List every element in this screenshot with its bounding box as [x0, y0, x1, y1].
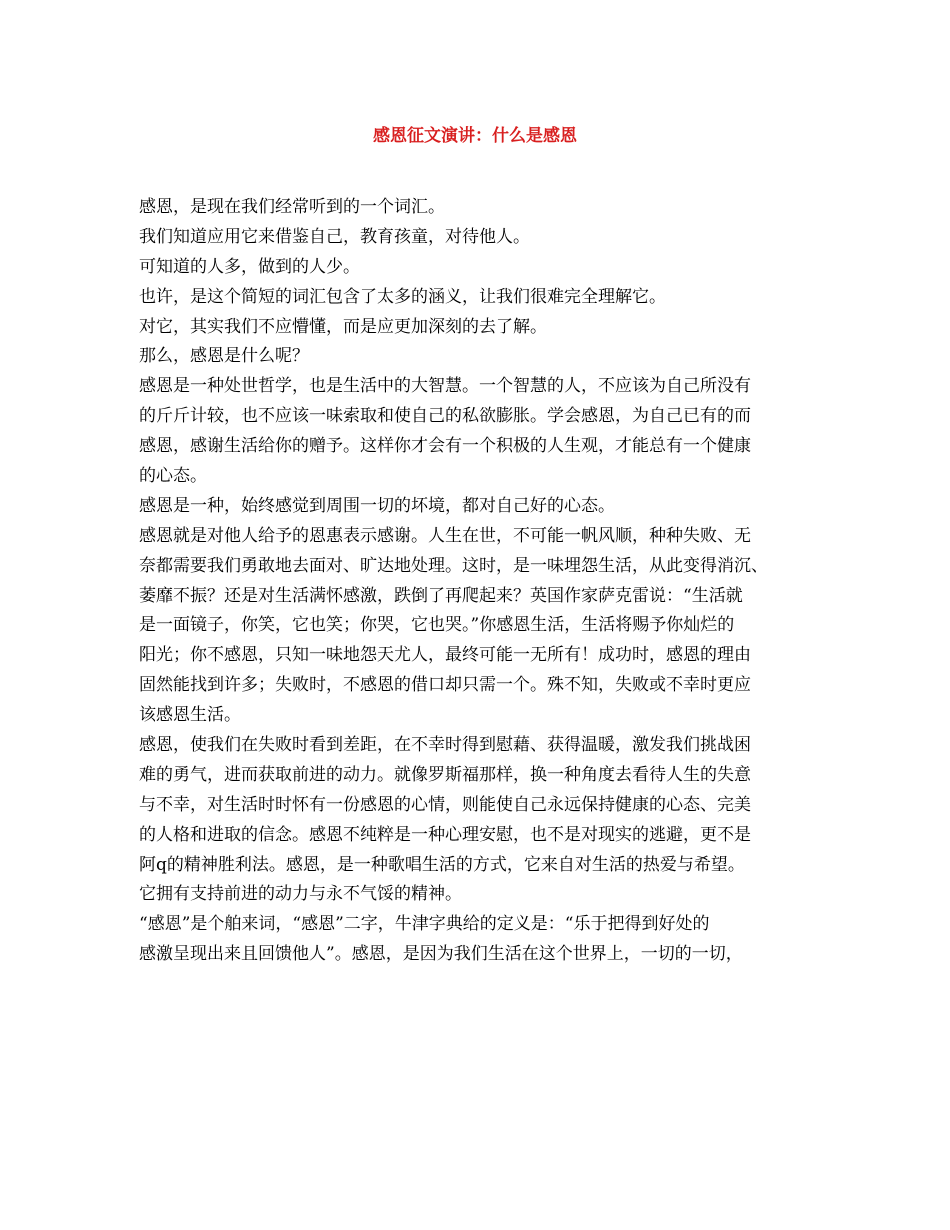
body-line: 感恩，使我们在失败时看到差距，在不幸时得到慰藉、获得温暖，激发我们挑战困 — [139, 735, 751, 756]
body-line: 感恩是一种，始终感觉到周围一切的坏境，都对自己好的心态。 — [139, 495, 615, 516]
body-line: 阿q的精神胜利法。感恩，是一种歌唱生活的方式，它来自对生活的热爱与希望。 — [139, 854, 745, 875]
body-line: 的斤斤计较，也不应该一味索取和使自己的私欲膨胀。学会感恩，为自己已有的而 — [139, 406, 751, 427]
body-line: 我们知道应用它来借鉴自己，教育孩童，对待他人。 — [139, 226, 530, 247]
body-line: 难的勇气，进而获取前进的动力。就像罗斯福那样，换一种角度去看待人生的失意 — [139, 764, 751, 785]
body-line: 阳光；你不感恩，只知一味地怨天尤人，最终可能一无所有！成功时，感恩的理由 — [139, 645, 751, 666]
body-line: 是一面镜子，你笑，它也笑；你哭，它也哭。”你感恩生活，生活将赐予你灿烂的 — [139, 615, 735, 636]
body-line: 也许，是这个简短的词汇包含了太多的涵义，让我们很难完全理解它。 — [139, 286, 666, 307]
document-body — [139, 193, 829, 970]
body-line: 感恩，是现在我们经常听到的一个词汇。 — [139, 197, 445, 217]
body-line: 可知道的人多，做到的人少。 — [139, 256, 360, 277]
body-line: 它拥有支持前进的动力与永不气馁的精神。 — [139, 884, 462, 905]
body-line: 感恩，感谢生活给你的赠予。这样你才会有一个积极的人生观，才能总有一个健康 — [139, 436, 751, 457]
document-title: 感恩征文演讲：什么是感恩 — [373, 126, 577, 146]
body-line: 的人格和进取的信念。感恩不纯粹是一种心理安慰，也不是对现实的逃避，更不是 — [139, 824, 751, 845]
body-line: 的心态。 — [139, 466, 207, 487]
body-line: 萎靡不振？还是对生活满怀感激，跌倒了再爬起来？英国作家萨克雷说：“生活就 — [139, 585, 743, 606]
body-line: 该感恩生活。 — [139, 705, 241, 726]
body-line: 感恩是一种处世哲学，也是生活中的大智慧。一个智慧的人，不应该为自己所没有 — [139, 376, 751, 397]
body-line: 感激呈现出来且回馈他人”。感恩，是因为我们生活在这个世界上，一切的一切， — [139, 944, 743, 965]
body-line: 对它，其实我们不应懵懂，而是应更加深刻的去了解。 — [139, 316, 547, 337]
body-line: 与不幸，对生活时时怀有一份感恩的心情，则能使自己永远保持健康的心态、完美 — [139, 794, 751, 815]
body-line: 固然能找到许多；失败时，不感恩的借口却只需一个。殊不知，失败或不幸时更应 — [139, 675, 751, 696]
body-line: 奈都需要我们勇敢地去面对、旷达地处理。这时，是一味埋怨生活，从此变得消沉、 — [139, 555, 768, 576]
body-line: 感恩就是对他人给予的恩惠表示感谢。人生在世，不可能一帆风顺，种种失败、无 — [139, 525, 751, 546]
body-line: “感恩”是个舶来词，“感恩”二字，牛津字典给的定义是：“乐于把得到好处的 — [139, 914, 710, 935]
body-line: 那么，感恩是什么呢？ — [139, 346, 309, 367]
